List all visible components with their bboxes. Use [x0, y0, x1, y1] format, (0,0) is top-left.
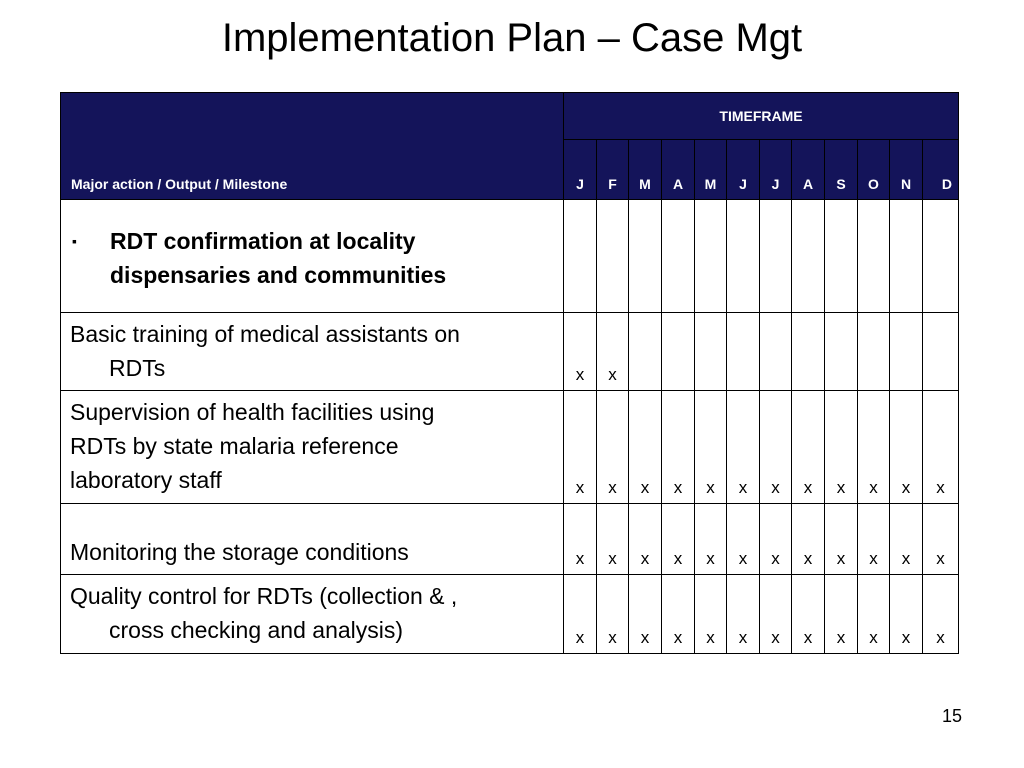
- month-cell: x: [597, 313, 629, 391]
- action-text-line: laboratory staff: [70, 467, 222, 493]
- header-timeframe: TIMEFRAME: [564, 93, 959, 140]
- action-text-line: RDT confirmation at locality: [110, 228, 416, 254]
- month-cell: [923, 200, 959, 313]
- action-cell: [61, 200, 564, 313]
- table-row: [61, 575, 959, 654]
- table-row: [61, 200, 959, 313]
- action-text-line: Monitoring the storage conditions: [70, 539, 409, 565]
- month-cell: x: [695, 575, 727, 654]
- month-cell: [662, 200, 695, 313]
- month-cell: x: [858, 391, 890, 504]
- month-cell: [695, 200, 727, 313]
- month-cell: [662, 313, 695, 391]
- month-cell: [629, 313, 662, 391]
- month-cell: [825, 313, 858, 391]
- month-cell: x: [727, 575, 760, 654]
- month-cell: [792, 313, 825, 391]
- month-cell: [792, 200, 825, 313]
- month-cell: x: [760, 391, 792, 504]
- table-row: [61, 313, 959, 391]
- month-cell: x: [792, 391, 825, 504]
- month-cell: [923, 313, 959, 391]
- month-cell: x: [597, 504, 629, 575]
- month-cell: x: [564, 391, 597, 504]
- month-header: F: [597, 140, 629, 200]
- month-header: A: [792, 140, 825, 200]
- month-cell: [890, 313, 923, 391]
- month-header: N: [890, 140, 923, 200]
- month-cell: [760, 200, 792, 313]
- month-cell: [597, 200, 629, 313]
- month-cell: x: [727, 504, 760, 575]
- action-cell: [61, 575, 564, 654]
- month-cell: x: [858, 575, 890, 654]
- month-cell: x: [890, 575, 923, 654]
- month-cell: x: [597, 391, 629, 504]
- month-header: J: [727, 140, 760, 200]
- month-cell: [858, 200, 890, 313]
- month-cell: x: [695, 504, 727, 575]
- month-cell: x: [760, 575, 792, 654]
- month-cell: [858, 313, 890, 391]
- month-cell: x: [890, 391, 923, 504]
- month-cell: x: [662, 575, 695, 654]
- month-cell: x: [564, 575, 597, 654]
- month-cell: x: [923, 391, 959, 504]
- month-header: M: [695, 140, 727, 200]
- month-cell: x: [564, 313, 597, 391]
- month-cell: x: [792, 575, 825, 654]
- month-header: M: [629, 140, 662, 200]
- month-cell: x: [760, 504, 792, 575]
- action-text-line: Quality control for RDTs (collection & ,: [70, 583, 458, 609]
- month-cell: [727, 200, 760, 313]
- action-cell: [61, 391, 564, 504]
- month-cell: x: [629, 575, 662, 654]
- month-cell: x: [695, 391, 727, 504]
- month-cell: x: [662, 504, 695, 575]
- month-cell: x: [825, 575, 858, 654]
- implementation-plan-table: [60, 92, 959, 654]
- header-action-column: Major action / Output / Milestone: [61, 93, 564, 200]
- month-cell: x: [825, 391, 858, 504]
- bullet-icon: ▪: [72, 233, 77, 249]
- month-cell: x: [662, 391, 695, 504]
- month-cell: [629, 200, 662, 313]
- month-header: O: [858, 140, 890, 200]
- action-cell: [61, 504, 564, 575]
- action-text-line: dispensaries and communities: [110, 262, 447, 288]
- month-header: D: [923, 140, 959, 200]
- slide-title: Implementation Plan – Case Mgt: [221, 16, 803, 60]
- month-cell: x: [890, 504, 923, 575]
- month-cell: [564, 200, 597, 313]
- month-cell: x: [597, 575, 629, 654]
- month-cell: [890, 200, 923, 313]
- month-cell: x: [564, 504, 597, 575]
- month-header: J: [564, 140, 597, 200]
- month-cell: x: [629, 391, 662, 504]
- action-text-line: RDTs by state malaria reference: [70, 433, 399, 459]
- month-cell: [727, 313, 760, 391]
- page-number: 15: [941, 706, 962, 726]
- month-header: J: [760, 140, 792, 200]
- table-row: [61, 504, 959, 575]
- month-header: A: [662, 140, 695, 200]
- month-cell: x: [727, 391, 760, 504]
- month-cell: x: [858, 504, 890, 575]
- month-cell: x: [792, 504, 825, 575]
- month-cell: x: [923, 575, 959, 654]
- month-cell: [695, 313, 727, 391]
- action-text-line: cross checking and analysis): [109, 617, 404, 643]
- month-cell: x: [923, 504, 959, 575]
- month-cell: [760, 313, 792, 391]
- month-header: S: [825, 140, 858, 200]
- month-cell: x: [825, 504, 858, 575]
- action-text-line: RDTs: [109, 355, 166, 381]
- action-text-line: Basic training of medical assistants on: [70, 321, 460, 347]
- month-cell: [825, 200, 858, 313]
- month-cell: x: [629, 504, 662, 575]
- action-text-line: Supervision of health facilities using: [70, 399, 435, 425]
- table-row: [61, 391, 959, 504]
- action-cell: [61, 313, 564, 391]
